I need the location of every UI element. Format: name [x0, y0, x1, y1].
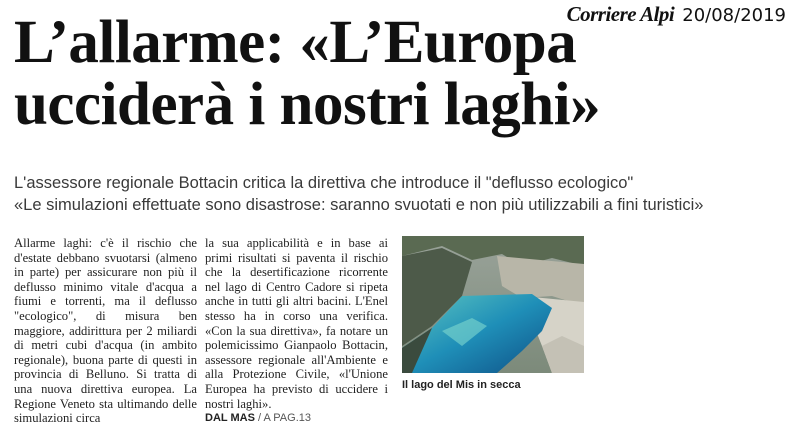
summary-line-2: «Le simulazioni effettuate sono disastrose: saranno svuotati e non più utilizzabili a fini turistici»: [14, 196, 704, 214]
author: DAL MAS: [205, 412, 255, 425]
headline-line-2: ucciderà i nostri laghi»: [14, 71, 601, 138]
summary-line-1: L'assessore regionale Bottacin critica la direttiva che introduce il "deflusso ecologico": [14, 174, 634, 192]
article-column-1: Allarme laghi: c'è il rischio che d'estate debbano svuotarsi (almeno in parte) per assicurare non più il deflusso minimo vitale d'acqua a fiumi e torrenti, ma il deflusso "ecologico", di misura ben maggiore, addirittura per 2 miliardi di metri cubi d'acqua (in ambito regionale), buona parte di questi in provincia di Belluno. Si tratta di una nuova direttiva europea. La Regione Veneto sta ultimando delle simulazioni circa: [14, 236, 197, 426]
page-reference: / A PAG.13: [257, 412, 311, 425]
lake-photo-illustration: [402, 236, 584, 373]
photo-caption: Il lago del Mis in secca: [402, 379, 521, 391]
article-column-2-text: la sua applicabilità e in base ai primi risultati si paventa il rischio che la desertificazione ricorrente nel lago di Centro Cadore si ripeta anche in tutti gli altri bacini. L'Enel stesso ha in corso una verifica. «Con la sua direttiva», fa notare un polemicissimo Gianpaolo Bottacin, assessore regionale all'Ambiente e alla Protezione Civile, «l'Unione Europea ha previsto di uccidere i nostri laghi».: [205, 236, 388, 411]
headline-line-1: L’allarme: «L’Europa: [14, 9, 577, 76]
byline: [205, 411, 388, 426]
headline: [14, 9, 794, 138]
article-column-2: [205, 236, 388, 426]
newspaper-logo: Corriere Alpi: [566, 2, 675, 26]
publication-date: 20/08/2019: [682, 5, 786, 26]
lake-photo: [402, 236, 584, 373]
summary: [14, 172, 794, 216]
